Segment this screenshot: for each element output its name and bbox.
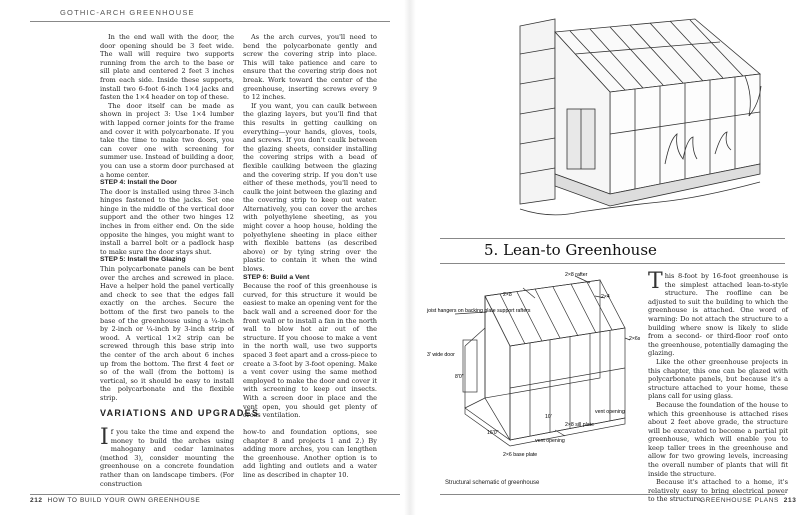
left-column-2 bbox=[243, 33, 377, 420]
paragraph: The door itself can be made as shown in project 3: Use 1×4 lumber with lapped corner joints for the frame and cover it with polycarbonate. If you take the time to make two doors, you can cover one with screening for summer use. Instead of building a door, you can use a storm door purchased at a home center. bbox=[100, 101, 234, 179]
footer-rule-left bbox=[30, 494, 400, 495]
variations-column-1 bbox=[100, 425, 234, 488]
label-rafter: 2×8 rafter bbox=[565, 272, 588, 278]
label-16ft: 16'0" bbox=[487, 430, 499, 436]
section-heading: VARIATIONS AND UPGRADES bbox=[100, 408, 260, 418]
label-sill-plate: 2×8 sill plate bbox=[565, 422, 594, 428]
chapter-title: GREENHOUSE PLANS bbox=[700, 497, 779, 504]
title-rule-bottom bbox=[440, 263, 785, 264]
paragraph: how-to and foundation options, see chapter 8 and projects 1 and 2.) By adding more arches, you can lengthen the greenhouse. Another option is to add lighting and outlets and a water line as described in chapter 10. bbox=[243, 428, 377, 479]
paragraph: This 8-foot by 16-foot greenhouse is the simplest attached lean-to-style structure. The roofline can be adjusted to suit the building to which the greenhouse is attached. One word of warning: Do not attach the structure to a building where snow is likely to slide from a second- or third-floor roof onto the greenhouse, potentially damaging the glazing. bbox=[648, 269, 789, 358]
label-vent-opening-2: vent opening bbox=[535, 438, 565, 444]
label-door: 3' wide door bbox=[427, 352, 455, 358]
paragraph: In the end wall with the door, the door opening should be 3 feet wide. The wall will require two supports running from the arch to the base or sill plate and centered 2 feet 3 inches from each side. Inside these supports, install two 6-foot 6-inch 1×4 jacks and fasten the 1×4 header on top of these. bbox=[100, 33, 234, 102]
paragraph: The door is installed using three 3-inch hinges fastened to the jacks. Set one hinge in the middle of the vertical door support and the other two hinges 12 inches in from either end. On the side opposite the hinges, you might want to install a barrel bolt or a padlock hasp to make sure the door stays shut. bbox=[100, 187, 234, 256]
label-2x4: 2×4 bbox=[601, 294, 610, 300]
label-joist-hangers: joist hangers on backing plate support rafters bbox=[427, 308, 531, 314]
footer-left bbox=[30, 497, 200, 504]
page-number-right: 213 bbox=[783, 497, 797, 504]
paragraph: Like the other greenhouse projects in this chapter, this one can be glazed with polycarbonate panels, but because it's a structure attached to your home, these plans call for using glass. bbox=[648, 357, 788, 401]
drop-cap: T bbox=[648, 269, 663, 294]
paragraph: f you take the time and expend the money to build the arches using mahogany and cedar laminates (method 3), consider mounting the greenhouse on a concrete foundation rather than on landscape timbers. (For construction bbox=[100, 428, 234, 488]
schematic-caption: Structural schematic of greenhouse bbox=[445, 480, 540, 486]
project-title: 5. Lean-to Greenhouse bbox=[484, 241, 657, 259]
page-number-left: 212 bbox=[30, 497, 43, 504]
structural-schematic bbox=[425, 268, 640, 468]
step-5-heading: STEP 5: Install the Glazing bbox=[100, 256, 186, 264]
drop-cap: I bbox=[100, 425, 109, 450]
book-title: HOW TO BUILD YOUR OWN GREENHOUSE bbox=[47, 497, 201, 504]
right-column bbox=[648, 269, 789, 504]
label-8ft: 8'0" bbox=[455, 374, 464, 380]
running-header: GOTHIC-ARCH GREENHOUSE bbox=[60, 8, 195, 17]
left-column-1 bbox=[100, 33, 234, 403]
paragraph: Thin polycarbonate panels can be bent over the arches and screwed in place. Have a helper hold the panel vertically and check to see that the edges fall exactly on the arches. Secure the bottom of the first two panels to the base of the greenhouse using a ¼-inch by 2-inch or ¼-inch by 3-inch strip of wood. A vertical 1×2 strip can be screwed through this base strip into the center of the arch about 6 inches up from the bottom. The first 4 feet or so of the wall (from the bottom) is vertical, so it should be easy to install the polycarbonate and the flexible strip. bbox=[100, 265, 234, 402]
step-4-heading: STEP 4: Install the Door bbox=[100, 179, 177, 187]
paragraph: If you want, you can caulk between the glazing layers, but you'll find that this results in getting caulking on everything—your hands, gloves, tools, and screws. If you don't caulk between the glazing sheets, consider installing the covering strips with a bead of flexible caulking between the glazing and the covering strip. If you don't use either of these methods, you'll need to caulk the joint between the glazing and the covering strip to keep out water. Alternatively, you can cover the arches with polyethylene sheeting, as you might cover a hoop house, holding the polyethylene sheeting in place either with flexible battens (as described above) or by tying string over the plastic to contain it when the wind blows. bbox=[243, 101, 377, 274]
label-10ft: 10' bbox=[545, 414, 552, 420]
label-vent-opening-1: vent opening bbox=[595, 409, 625, 415]
step-6-heading: STEP 6: Build a Vent bbox=[243, 273, 310, 281]
footer-rule-right bbox=[440, 494, 785, 495]
footer-right bbox=[700, 497, 796, 504]
title-rule-top bbox=[440, 238, 785, 239]
paragraph: Because the roof of this greenhouse is curved, for this structure it would be easiest to make an opening vent for the back wall and a screened door for the front wall or to install a fan in the north wall to blow hot air out of the structure. If you choose to make a vent in the north wall, use two supports spaced 3 feet apart and a cross-piece to create a 3-foot by 3-foot opening. Make a vent cover using the same method employed to make the door and cover it with screening to keep out insects. With a screen door in place and the vent open, you should get plenty of cross ventilation. bbox=[243, 282, 377, 420]
greenhouse-illustration bbox=[515, 14, 765, 224]
label-2x6s: 2×6s bbox=[629, 336, 640, 342]
header-rule bbox=[30, 21, 390, 22]
paragraph: Because the foundation of the house to which this greenhouse is attached rises about 2 feet above grade, the structure will be excavated to become a partial pit greenhouse, which will enable you to keep taller trees in the greenhouse and allow for two growing levels, increasing the overall number of plants that will fit inside the structure. bbox=[648, 400, 788, 478]
label-base-plate: 2×6 base plate bbox=[503, 452, 538, 458]
variations-column-2 bbox=[243, 428, 377, 480]
label-2x8: 2×8 bbox=[503, 292, 512, 298]
page-gutter bbox=[404, 0, 416, 515]
paragraph: As the arch curves, you'll need to bend the polycarbonate gently and screw the covering strip into place. This will take patience and care to ensure that the covering strip does not break. Work toward the center of the greenhouse, inserting screws every 9 to 12 inches. bbox=[243, 33, 377, 102]
paragraph: Because it's attached to a home, it's relatively easy to bring electrical power to the structure. bbox=[648, 478, 788, 504]
